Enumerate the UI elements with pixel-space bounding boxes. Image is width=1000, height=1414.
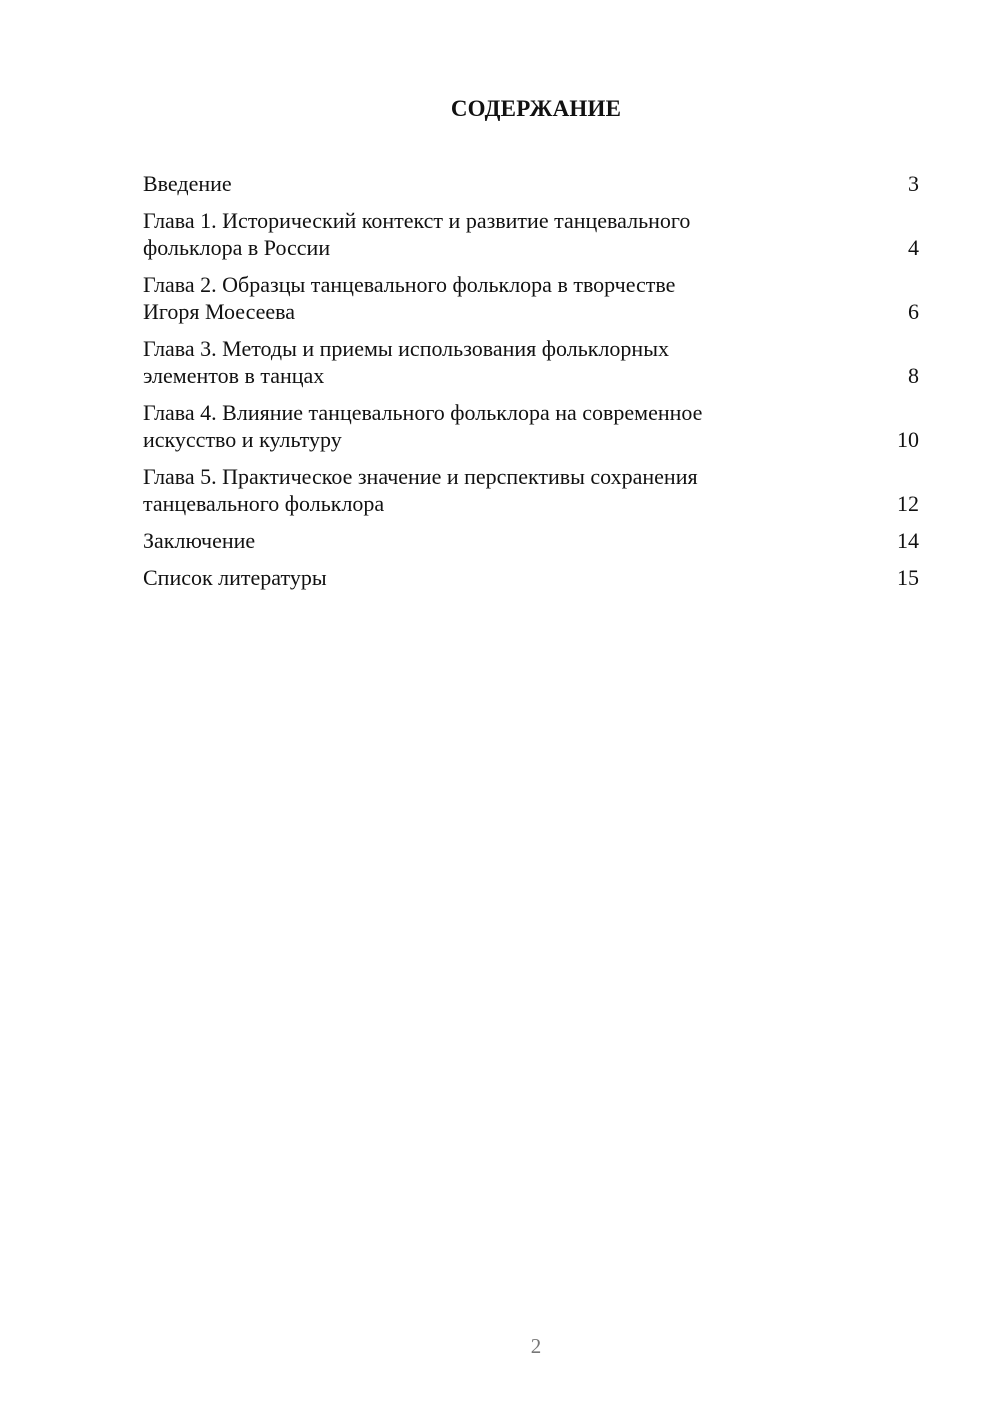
toc-entry-chapter-5 [143, 463, 919, 517]
toc-entry-page-number: 12 [897, 491, 919, 516]
toc-entry-conclusion [143, 527, 919, 554]
page-number: 2 [530, 1334, 542, 1358]
toc-entry-text [143, 564, 327, 591]
toc-entry-page-number: 10 [897, 427, 919, 452]
toc-entry-page-number: 14 [897, 528, 919, 553]
toc-entry-text [143, 271, 675, 325]
toc-entry-chapter-4 [143, 399, 919, 453]
toc-entry-line: Глава 1. Исторический контекст и развитие танцевального [143, 208, 691, 233]
toc-entry-page-number: 15 [897, 565, 919, 590]
toc-entry-line: искусство и культуру [143, 427, 342, 452]
toc-entry-line: Глава 2. Образцы танцевального фольклора в творчестве [143, 272, 676, 297]
toc-entry-line: элементов в танцах [143, 363, 325, 388]
toc-entry-line: Игоря Моесеева [143, 299, 296, 324]
toc-entry-line: Глава 5. Практическое значение и перспективы сохранения [143, 464, 698, 489]
table-of-contents [143, 170, 919, 601]
toc-entry-chapter-2 [143, 271, 919, 325]
toc-entry-text [143, 463, 698, 517]
toc-entry-line: Список литературы [143, 565, 327, 590]
toc-entry-text [143, 399, 702, 453]
toc-entry-bibliography [143, 564, 919, 591]
toc-entry-page-number: 6 [908, 299, 919, 324]
toc-entry-line: Глава 3. Методы и приемы использования фольклорных [143, 336, 669, 361]
toc-entry-line: фольклора в России [143, 235, 331, 260]
toc-entry-line: танцевального фольклора [143, 491, 385, 516]
toc-entry-page-number: 4 [908, 235, 919, 260]
toc-entry-page-number: 3 [908, 171, 919, 196]
toc-entry-line: Заключение [143, 528, 256, 553]
toc-entry-chapter-1 [143, 207, 919, 261]
toc-entry-text [143, 170, 232, 197]
toc-entry-text [143, 335, 669, 389]
toc-entry-line: Глава 4. Влияние танцевального фольклора на современное [143, 400, 703, 425]
toc-entry-text [143, 207, 690, 261]
toc-entry-page-number: 8 [908, 363, 919, 388]
page-title: СОДЕРЖАНИЕ [450, 96, 622, 121]
toc-entry-text [143, 527, 255, 554]
toc-entry-line: Введение [143, 171, 232, 196]
toc-entry-introduction [143, 170, 919, 197]
toc-entry-chapter-3 [143, 335, 919, 389]
